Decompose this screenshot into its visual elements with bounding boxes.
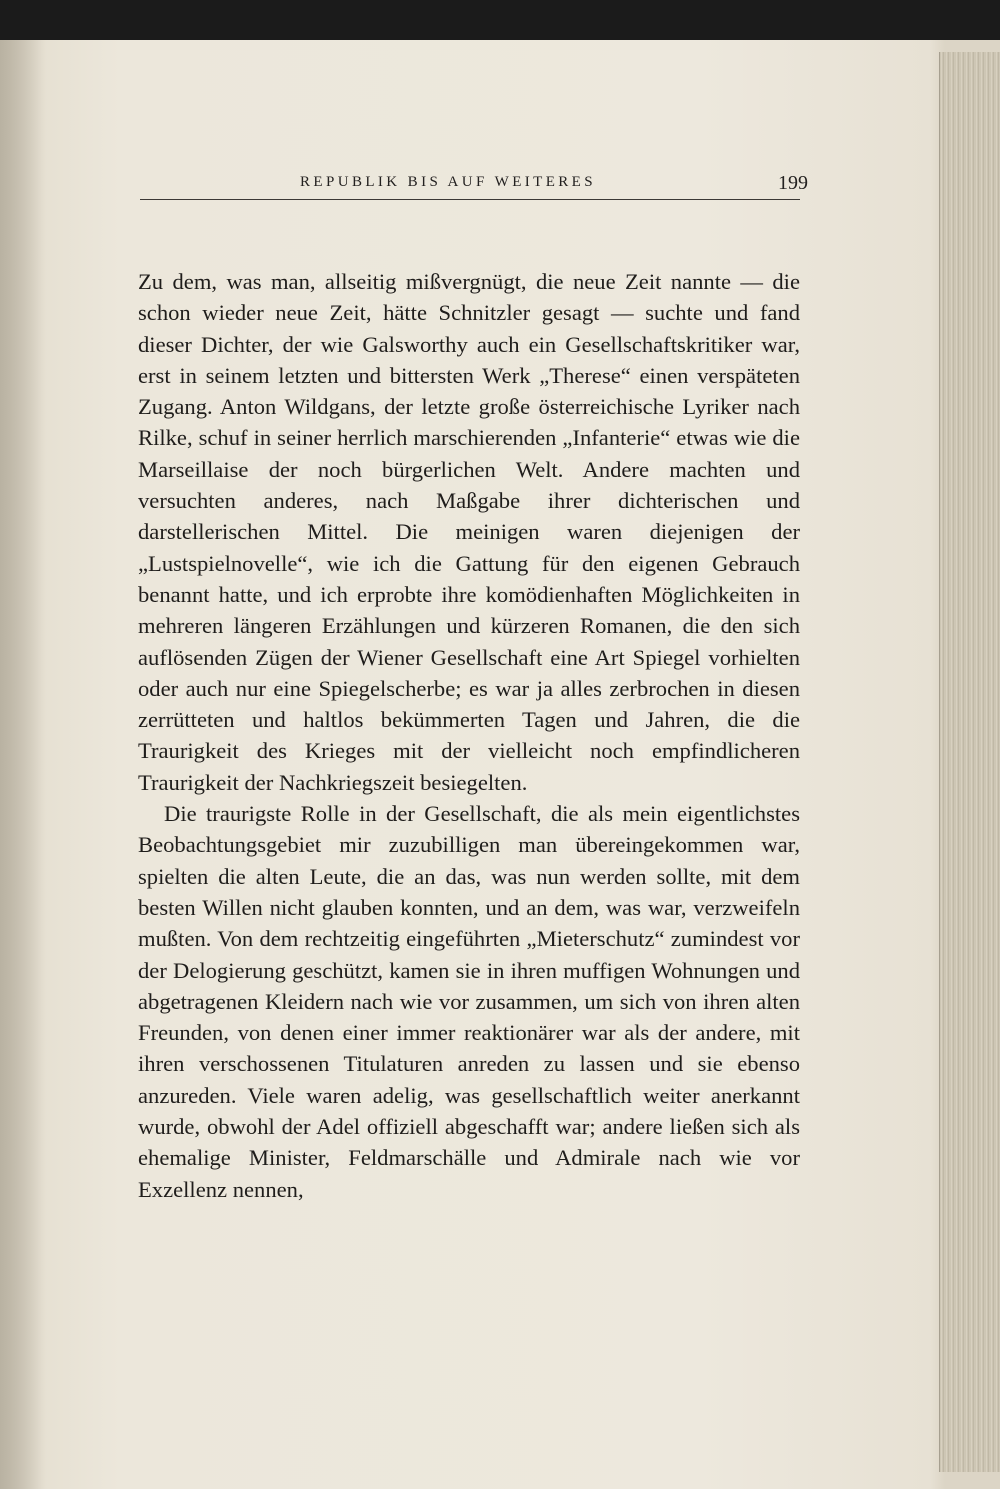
- page-edge-stack: [939, 52, 1000, 1472]
- book-page: [0, 40, 1000, 1489]
- running-header: [140, 172, 808, 202]
- gutter-shadow: [0, 40, 46, 1489]
- running-title: REPUBLIK BIS AUF WEITERES: [300, 174, 596, 190]
- page-number: 199: [778, 172, 808, 194]
- paragraph-2: Die traurigste Rolle in der Gesellschaft, die als mein eigentlichstes Beobachtungsgebiet mir zuzubilligen man übereingekommen war, spielten die alten Leute, die an das, was nun werden sollte, mit dem besten Willen nicht glauben konnten, und an dem, was war, verzweifeln mußten. Von dem rechtzeitig eingeführten „Mieterschutz“ zumindest vor der Delogierung geschützt, kamen sie in ihren muffigen Wohnungen und abgetragenen Kleidern nach wie vor zusammen, um sich von ihren alten Freunden, von denen einer immer reaktionärer war als der andere, mit ihren verschossenen Titulaturen anreden zu lassen und sie ebenso anzureden. Viele waren adelig, was gesellschaftlich weiter anerkannt wurde, obwohl der Adel offiziell abgeschafft war; andere ließen sich als ehemalige Minister, Feldmarschälle und Admirale nach wie vor Exzellenz nennen,: [138, 801, 800, 1202]
- body-text: [138, 266, 800, 1205]
- header-rule: [140, 199, 800, 200]
- paragraph-1: Zu dem, was man, allseitig mißvergnügt, die neue Zeit nannte — die schon wieder neue Zeit, hätte Schnitzler gesagt — suchte und fand dieser Dichter, der wie Galsworthy auch ein Gesellschaftskritiker war, erst in seinem letzten und bittersten Werk „Therese“ einen verspäteten Zugang. Anton Wildgans, der letzte große österreichische Lyriker nach Rilke, schuf in seiner herrlich marschierenden „Infanterie“ etwas wie die Marseillaise der noch bürgerlichen Welt. Andere machten und versuchten anderes, nach Maßgabe ihrer dichterischen und darstellerischen Mittel. Die meinigen waren diejenigen der „Lustspielnovelle“, wie ich die Gattung für den eigenen Gebrauch benannt hatte, und ich erprobte ihre komödienhaften Möglichkeiten in mehreren längeren Erzählungen und kürzeren Romanen, die den sich auflösenden Zügen der Wiener Gesellschaft eine Art Spiegel vorhielten oder auch nur eine Spiegelscherbe; es war ja alles zerbrochen in diesen zerrütteten und haltlos bekümmerten Tagen und Jahren, die die Traurigkeit des Krieges mit der vielleicht noch empfindlicheren Traurigkeit der Nachkriegszeit besiegelten.: [138, 269, 800, 795]
